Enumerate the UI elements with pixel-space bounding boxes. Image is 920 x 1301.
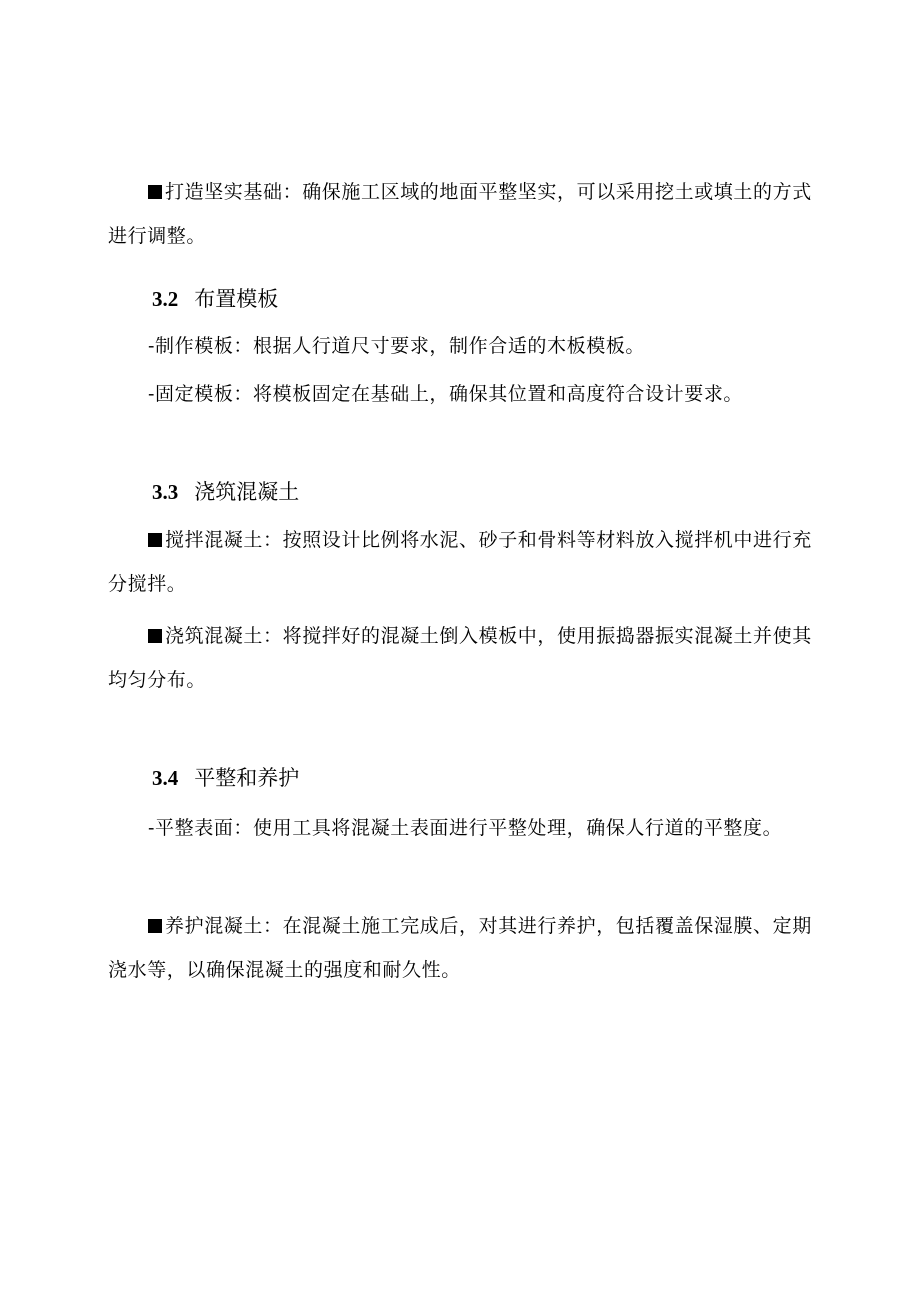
paragraph-text: 养护混凝土：在混凝土施工完成后，对其进行养护，包括覆盖保湿膜、定期浇水等，以确保混凝土的强度和耐久性。 [108, 915, 812, 981]
section-title: 布置模板 [194, 287, 279, 311]
dash-marker: - [148, 817, 156, 839]
paragraph-solid-foundation [108, 170, 820, 258]
paragraph-text: 平整表面：使用工具将混凝土表面进行平整处理，确保人行道的平整度。 [155, 817, 783, 839]
paragraph-fix-formwork [108, 372, 820, 416]
paragraph-cure-concrete [108, 904, 820, 992]
square-bullet-icon [148, 533, 162, 547]
dash-marker: - [148, 335, 156, 357]
paragraph-mix-concrete [108, 518, 820, 606]
section-number: 3.2 [152, 287, 179, 311]
paragraph-text: 搅拌混凝土：按照设计比例将水泥、砂子和骨料等材料放入搅拌机中进行充分搅拌。 [108, 529, 812, 595]
section-number: 3.4 [152, 766, 179, 790]
paragraph-pour-concrete [108, 614, 820, 702]
section-title: 平整和养护 [194, 766, 300, 790]
paragraph-text: 打造坚实基础：确保施工区域的地面平整坚实，可以采用挖土或填土的方式进行调整。 [108, 181, 812, 247]
paragraph-text: 浇筑混凝土：将搅拌好的混凝土倒入模板中，使用振捣器振实混凝土并使其均匀分布。 [108, 625, 812, 691]
paragraph-text: 固定模板：将模板固定在基础上，确保其位置和高度符合设计要求。 [155, 383, 744, 405]
paragraph-level-surface [108, 806, 820, 850]
square-bullet-icon [148, 185, 162, 199]
square-bullet-icon [148, 919, 162, 933]
section-heading-3-2 [152, 284, 278, 314]
square-bullet-icon [148, 629, 162, 643]
section-title: 浇筑混凝土 [194, 480, 300, 504]
paragraph-make-formwork [108, 324, 820, 368]
section-heading-3-4 [152, 763, 299, 793]
section-number: 3.3 [152, 480, 179, 504]
dash-marker: - [148, 383, 156, 405]
section-heading-3-3 [152, 477, 299, 507]
paragraph-text: 制作模板：根据人行道尺寸要求，制作合适的木板模板。 [155, 335, 646, 357]
